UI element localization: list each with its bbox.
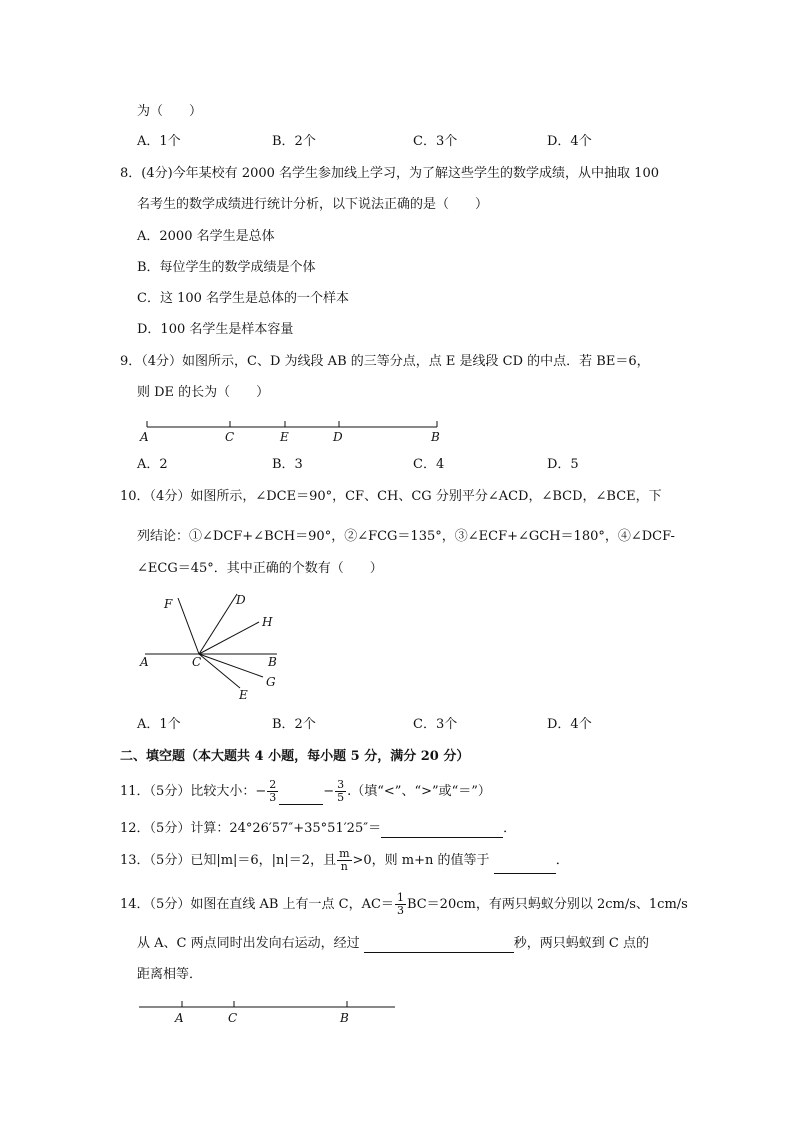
q14-answer-blank[interactable] — [364, 938, 514, 953]
q14-stem-line3: 距离相等． — [137, 967, 203, 982]
q10-label-g: G — [266, 675, 276, 689]
q12-stem — [120, 820, 516, 838]
q13-answer-blank[interactable] — [494, 859, 556, 874]
q8-option-a: A．2000 名学生是总体 — [137, 229, 275, 244]
q11-minus-2: − — [323, 784, 335, 799]
q14-label-a: A — [175, 1011, 184, 1025]
q9-label-e: E — [280, 430, 289, 444]
q9-label-b: B — [431, 430, 440, 444]
q7-option-c: C．3个 — [413, 134, 458, 149]
q7-option-d: D．4个 — [547, 134, 592, 149]
q8-option-d: D．100 名学生是样本容量 — [137, 322, 294, 337]
q10-angle-figure — [137, 588, 297, 706]
q10-ray-cg — [199, 654, 263, 677]
q9-option-d: D．5 — [547, 457, 579, 472]
q10-option-a: A．1个 — [137, 717, 181, 732]
q14-line-figure — [137, 998, 407, 1030]
q13-prefix: 13．（5分）已知|m|＝6，|n|＝2，且 — [120, 853, 337, 868]
q10-label-e: E — [239, 688, 248, 702]
q8-option-b: B．每位学生的数学成绩是个体 — [137, 260, 316, 275]
q10-option-d: D．4个 — [547, 717, 592, 732]
q14-line2-prefix: 从 A、C 两点同时出发向右运动，经过 — [137, 936, 360, 951]
q8-stem-line1: 8．(4分)今年某校有 2000 名学生参加线上学习，为了解这些学生的数学成绩，从中抽取 100 — [120, 166, 659, 181]
q10-label-b: B — [268, 655, 277, 669]
q10-label-f: F — [164, 597, 173, 611]
q14-middle: BC＝20cm，有两只蚂蚁分别以 2cm/s、1cm/s — [406, 897, 688, 912]
q10-option-b: B．2个 — [272, 717, 316, 732]
q12-suffix: ． — [503, 821, 517, 836]
q9-option-b: B．3 — [272, 457, 303, 472]
q14-stem-line1 — [120, 892, 688, 918]
q14-label-c: C — [228, 1011, 238, 1025]
q9-option-c: C．4 — [413, 457, 445, 472]
q10-ray-ce — [199, 654, 240, 688]
q13-suffix: ． — [555, 853, 569, 868]
q10-label-a: A — [140, 655, 149, 669]
q11-answer-blank[interactable] — [279, 790, 323, 805]
q7-continuation: 为（ ） — [137, 104, 203, 119]
q11-fraction-1: $\frac{2}{3}$ — [269, 778, 277, 804]
q10-ray-cf — [178, 598, 199, 654]
q9-label-d: D — [333, 430, 343, 444]
q10-label-c: C — [192, 655, 202, 669]
q9-stem-line2: 则 DE 的长为（ ） — [137, 385, 270, 400]
q10-label-h: H — [262, 615, 273, 629]
q11-stem — [120, 779, 491, 805]
q9-label-a: A — [140, 430, 149, 444]
q10-stem-line3: ∠ECG＝45°．其中正确的个数有（ ） — [137, 561, 383, 576]
q11-prefix: 11．（5分）比较大小： — [120, 784, 256, 799]
q13-stem — [120, 848, 569, 874]
q9-stem-line1: 9．（4分）如图所示，C、D 为线段 AB 的三等分点，点 E 是线段 CD 的中点．若 BE＝6， — [120, 354, 650, 369]
q9-label-c: C — [225, 430, 235, 444]
q10-ray-cd — [199, 594, 237, 654]
q13-middle: >0，则 m+n 的值等于 — [352, 853, 490, 868]
q12-prefix: 12．（5分）计算：24°26′57″+35°51′25″＝ — [120, 821, 382, 836]
q7-option-b: B．2个 — [272, 134, 316, 149]
q14-fraction: $\frac{1}{3}$ — [396, 891, 404, 917]
q11-fraction-2: $\frac{3}{5}$ — [337, 778, 345, 804]
q11-minus-1: − — [255, 784, 267, 799]
q10-label-d: D — [236, 593, 246, 607]
q9-option-a: A．2 — [137, 457, 168, 472]
q10-option-c: C．3个 — [413, 717, 458, 732]
q9-segment-figure — [137, 415, 457, 445]
q14-stem-line2 — [137, 935, 649, 953]
q14-prefix: 14．（5分）如图在直线 AB 上有一点 C，AC＝ — [120, 897, 394, 912]
section-2-heading: 二、填空题（本大题共 4 小题，每小题 5 分，满分 20 分） — [120, 749, 470, 764]
q13-fraction: $\frac{m}{n}$ — [339, 847, 350, 873]
q14-line2-suffix: 秒，两只蚂蚁到 C 点的 — [513, 936, 649, 951]
q14-label-b: B — [340, 1011, 349, 1025]
q7-option-a: A．1个 — [137, 134, 181, 149]
q10-ray-ch — [199, 622, 259, 654]
q10-stem-line2: 列结论：①∠DCF+∠BCH＝90°，②∠FCG＝135°，③∠ECF+∠GCH＝180°，④∠DCF- — [137, 529, 675, 544]
q8-option-c: C．这 100 名学生是总体的一个样本 — [137, 291, 350, 306]
q12-answer-blank[interactable] — [381, 823, 503, 838]
q11-suffix: .（填“<”、“>”或“＝”） — [347, 784, 491, 799]
q8-stem-line2: 名考生的数学成绩进行统计分析，以下说法正确的是（ ） — [137, 197, 489, 212]
q10-stem-line1: 10．（4分）如图所示，∠DCE＝90°，CF、CH、CG 分别平分∠ACD，∠BCD，∠BCE，下 — [120, 489, 662, 504]
